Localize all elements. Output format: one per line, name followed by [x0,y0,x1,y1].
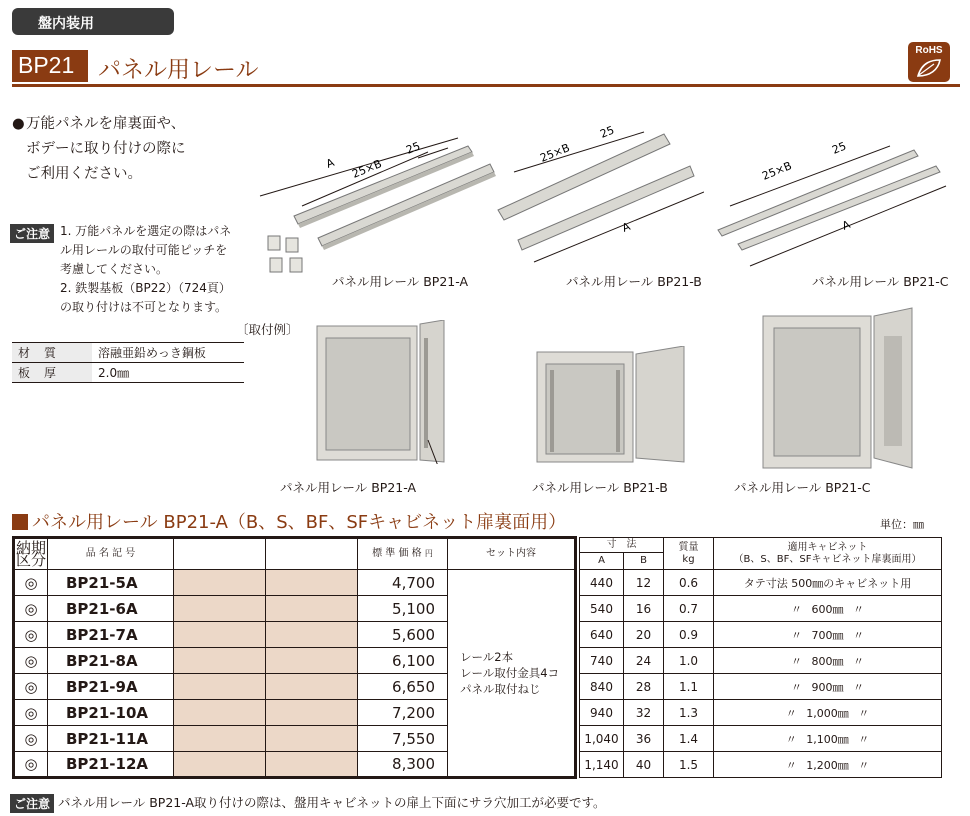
intro-line-1: 万能パネルを扉裏面や、 [26,116,186,132]
spec-row [12,343,244,363]
mass-cell: 1.1 [664,674,714,700]
spec-table [12,342,244,383]
caution-item-1: 1. 万能パネルを選定の際はパネル用レールの取付可能ピッチを考慮してください。 [60,224,232,276]
delivery-mark: ◎ [14,752,48,778]
delivery-mark: ◎ [14,674,48,700]
category-tag: 盤内装用 [12,8,174,35]
dim-25b-label: 25×B [760,159,794,183]
mass-cell: 1.0 [664,648,714,674]
spec-key: 板厚 [12,363,92,383]
blank-cell [266,752,358,778]
section-square-icon [12,514,28,530]
blank-cell [174,596,266,622]
header-mass: 質量 kg [664,538,714,570]
delivery-mark: ◎ [14,622,48,648]
model-code-box: BP21 [12,50,88,82]
mass-cell: 0.7 [664,596,714,622]
dim-25-label: 25 [404,139,423,157]
dim-25-label: 25 [598,123,617,141]
rail-b-illustration [494,112,704,282]
set-content: レール2本 レール取付金具4コ パネル取付ねじ [448,570,576,778]
header-price: 標 準 価 格 円 [358,538,448,570]
blank-cell [266,700,358,726]
example-label: 〔取付例〕 [236,322,299,337]
intro-line-3: ご利用ください。 [26,166,142,182]
dim-a-cell: 840 [580,674,624,700]
spec-row [12,363,244,383]
cabinet-cell: 〃 800㎜ 〃 [714,648,942,674]
dim-a-cell: 740 [580,648,624,674]
blank-cell [174,622,266,648]
dim-b-cell: 40 [624,752,664,778]
product-code: BP21-5A [48,570,174,596]
product-code: BP21-9A [48,674,174,700]
dim-25b-label: 25×B [350,157,384,181]
intro-text [12,112,186,187]
table-row [14,570,942,596]
caption-example-a: パネル用レール BP21-A [280,480,417,495]
product-code: BP21-12A [48,752,174,778]
blank-cell [266,648,358,674]
dim-b-cell: 32 [624,700,664,726]
cabinet-cell: 〃 1,000㎜ 〃 [714,700,942,726]
price-cell: 5,600 [358,622,448,648]
dim-a-cell: 440 [580,570,624,596]
cabinet-cell: 〃 700㎜ 〃 [714,622,942,648]
dim-a-cell: 1,140 [580,752,624,778]
spec-value: 溶融亜鉛めっき鋼板 [92,343,244,363]
dim-25-label: 25 [830,139,849,157]
dim-a-cell: 1,040 [580,726,624,752]
price-cell: 7,200 [358,700,448,726]
cabinet-cell: 〃 1,100㎜ 〃 [714,726,942,752]
cabinet-cell: タテ寸法 500㎜のキャビネット用 [714,570,942,596]
cabinet-cell: 〃 900㎜ 〃 [714,674,942,700]
delivery-mark: ◎ [14,570,48,596]
dim-b-cell: 28 [624,674,664,700]
dim-a-label: A [840,217,853,233]
dim-25b-label: 25×B [538,141,572,165]
caution-item-2: 2. 鉄製基板（BP22）（724頁）の取り付けは不可となります。 [60,281,231,314]
dim-a-cell: 940 [580,700,624,726]
price-table [12,536,942,779]
header-blank [174,538,266,570]
blank-cell [174,570,266,596]
delivery-mark: ◎ [14,700,48,726]
table-header-row [14,538,942,553]
dim-a-cell: 640 [580,622,624,648]
caution-note-bottom: パネル用レール BP21-A取り付けの際は、盤用キャビネットの扉上下面にサラ穴加工が必要です。 [58,795,606,810]
spec-value: 2.0㎜ [92,363,244,383]
mass-cell: 0.9 [664,622,714,648]
caption-rail-c: パネル用レール BP21-C [812,274,949,289]
mass-cell: 1.3 [664,700,714,726]
dim-b-cell: 36 [624,726,664,752]
caption-example-c: パネル用レール BP21-C [734,480,871,495]
intro-line-2: ボデーに取り付けの際に [26,141,186,157]
mass-cell: 1.5 [664,752,714,778]
header-dim-b: B [624,552,664,569]
mass-cell: 0.6 [664,570,714,596]
blank-cell [174,726,266,752]
header-code: 品 名 記 号 [48,538,174,570]
caution-tag: ご注意 [10,794,54,813]
rohs-label: RoHS [915,45,943,56]
blank-cell [266,596,358,622]
blank-cell [266,726,358,752]
price-cell: 8,300 [358,752,448,778]
blank-cell [174,674,266,700]
section-title [12,508,566,534]
caution-tag: ご注意 [10,224,54,243]
price-cell: 7,550 [358,726,448,752]
dim-b-cell: 12 [624,570,664,596]
caption-example-b: パネル用レール BP21-B [532,480,668,495]
blank-cell [174,648,266,674]
header-cabinet: 適用キャビネット （B、S、BF、SFキャビネット扉裏面用） [714,538,942,570]
mass-cell: 1.4 [664,726,714,752]
product-code: BP21-7A [48,622,174,648]
caption-rail-a: パネル用レール BP21-A [332,274,469,289]
product-title: パネル用レール [98,57,259,83]
unit-label: 単位：㎜ [880,518,924,531]
dim-a-cell: 540 [580,596,624,622]
blank-cell [174,752,266,778]
spec-key: 材質 [12,343,92,363]
header-blank [266,538,358,570]
cabinet-cell: 〃 600㎜ 〃 [714,596,942,622]
product-code: BP21-8A [48,648,174,674]
product-code: BP21-6A [48,596,174,622]
header-dim-a: A [580,552,624,569]
delivery-mark: ◎ [14,726,48,752]
bullet: ● [12,116,25,132]
header-dims: 寸 法 [580,538,664,553]
cabinet-example-a [316,320,448,464]
cabinet-cell: 〃 1,200㎜ 〃 [714,752,942,778]
caption-rail-b: パネル用レール BP21-B [566,274,702,289]
title-rule [12,84,960,87]
blank-cell [266,622,358,648]
section-title-text: パネル用レール BP21-A（B、S、BF、SFキャビネット扉裏面用） [32,512,567,533]
price-cell: 6,100 [358,648,448,674]
dim-a-label: A [324,155,337,171]
blank-cell [266,674,358,700]
product-code: BP21-10A [48,700,174,726]
header-set: セット内容 [448,538,576,570]
dim-a-label: A [620,219,633,235]
dim-b-cell: 24 [624,648,664,674]
rail-c-illustration [710,126,950,272]
price-cell: 5,100 [358,596,448,622]
caution-notes [60,222,235,317]
price-cell: 4,700 [358,570,448,596]
dim-b-cell: 16 [624,596,664,622]
rail-a-illustration [258,108,508,298]
blank-cell [266,570,358,596]
product-code: BP21-11A [48,726,174,752]
delivery-mark: ◎ [14,648,48,674]
dim-b-cell: 20 [624,622,664,648]
rohs-badge [908,42,950,82]
blank-cell [174,700,266,726]
price-cell: 6,650 [358,674,448,700]
leaf-icon [916,58,942,78]
delivery-mark: ◎ [14,596,48,622]
header-delivery: 納期区分 [14,538,48,570]
cabinet-example-c [762,306,918,470]
cabinet-example-b [536,346,688,464]
